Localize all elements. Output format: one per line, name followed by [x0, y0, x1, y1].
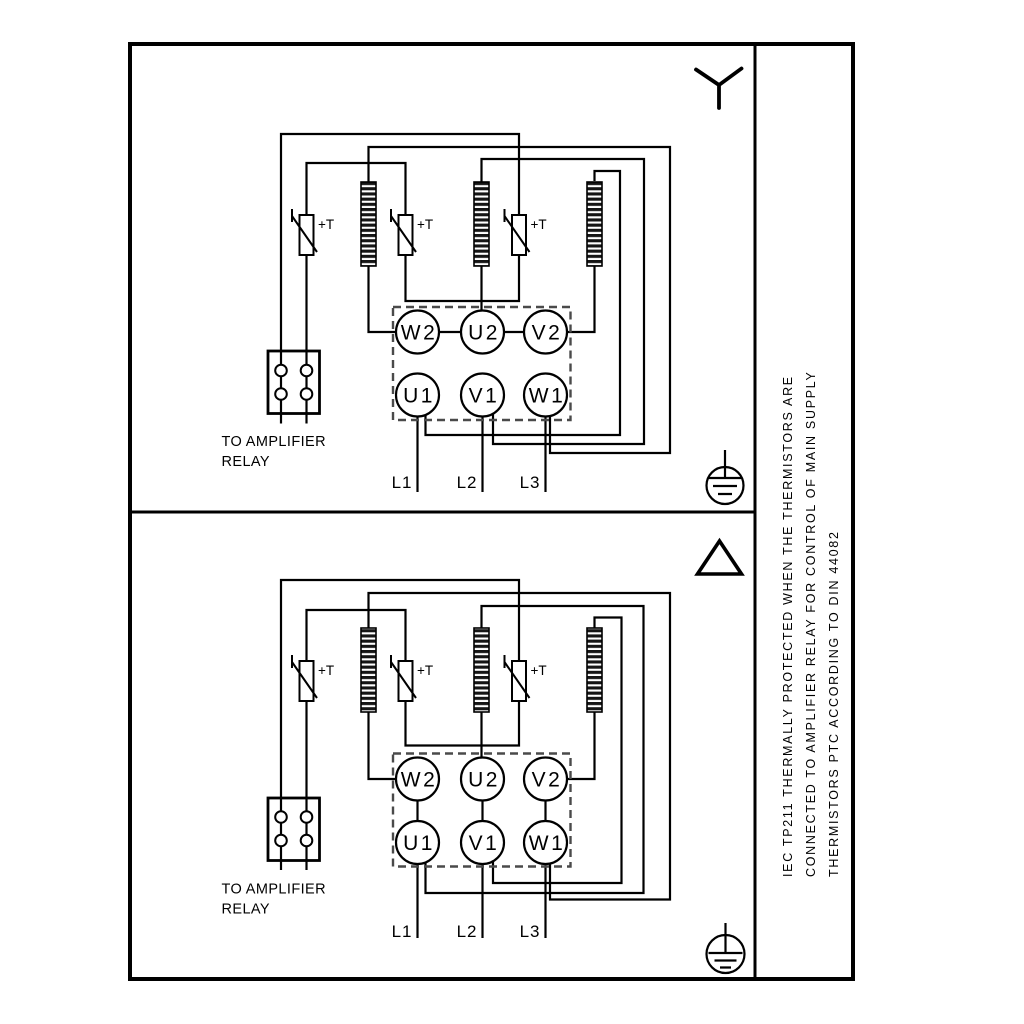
thermistor-chain-wire-c — [406, 701, 520, 746]
ground-symbol — [707, 450, 744, 504]
amplifier-relay-box — [268, 798, 320, 861]
thermistor-label: +T — [530, 217, 547, 232]
star-section — [222, 69, 744, 505]
supply-label-l2: L2 — [456, 473, 478, 492]
thermistor-3 — [505, 209, 547, 255]
thermistor-label: +T — [318, 217, 335, 232]
thermistor-1 — [292, 209, 334, 255]
supply-label-l1: L1 — [391, 922, 413, 941]
motor-winding-2 — [474, 182, 489, 266]
delta-section — [222, 541, 745, 973]
thermistor-body — [300, 215, 314, 255]
thermistor-body — [399, 661, 413, 701]
thermistor-label: +T — [318, 663, 335, 678]
ground-symbol — [707, 923, 745, 973]
side-note-line2: CONNECTED TO AMPLIFIER RELAY FOR CONTROL OF MAIN SUPPLY — [804, 370, 818, 877]
motor-winding-1 — [361, 182, 376, 266]
thermistor-1 — [292, 655, 334, 701]
motor-winding-1 — [361, 628, 376, 712]
relay-terminal — [301, 835, 313, 847]
relay-caption-line1: TO AMPLIFIER — [221, 881, 326, 898]
thermistor-chain-wire-c — [406, 255, 520, 301]
terminal-label: U2 — [468, 768, 500, 792]
terminal-label: V2 — [531, 321, 563, 345]
thermistor-label: +T — [417, 663, 434, 678]
motor-winding-3 — [587, 628, 602, 712]
terminal-label: W2 — [400, 768, 438, 792]
thermistor-label: +T — [530, 663, 547, 678]
ground-bars — [709, 923, 743, 968]
supply-label-l1: L1 — [391, 473, 413, 492]
delta-symbol — [698, 541, 742, 574]
supply-label-l3: L3 — [519, 922, 541, 941]
relay-caption-line2: RELAY — [221, 901, 270, 918]
terminal-label: V1 — [468, 384, 500, 408]
thermistor-chain-wire-b — [307, 610, 406, 661]
terminal-label: U2 — [468, 321, 500, 345]
side-note-line3: THERMISTORS PTC ACCORDING TO DIN 44082 — [827, 530, 841, 877]
terminal-label: V1 — [468, 832, 500, 855]
terminal-label: W1 — [528, 832, 566, 855]
winding3-bottom-wire — [567, 266, 595, 332]
relay-terminal — [275, 365, 287, 377]
relay-terminal — [301, 365, 313, 377]
supply-label-l2: L2 — [456, 922, 478, 941]
relay-terminal — [275, 811, 287, 823]
terminal-label: U1 — [403, 384, 435, 408]
terminal-label: W2 — [400, 321, 438, 345]
motor-winding-3 — [587, 182, 602, 266]
relay-terminal — [275, 835, 287, 847]
side-note-line1: IEC TP211 THERMALLY PROTECTED WHEN THE THERMISTORS ARE — [781, 375, 795, 877]
terminal-label: W1 — [528, 384, 566, 408]
amplifier-relay-box — [268, 351, 320, 414]
supply-label-l3: L3 — [519, 473, 541, 492]
delta-bridge-links — [418, 801, 546, 822]
terminal-label: V2 — [531, 768, 563, 792]
terminal-label: U1 — [403, 832, 435, 855]
thermistor-body — [512, 215, 526, 255]
thermistor-body — [512, 661, 526, 701]
relay-caption-line1: TO AMPLIFIER — [221, 434, 326, 450]
thermistor-body — [300, 661, 314, 701]
thermistor-body — [399, 215, 413, 255]
side-note-panel — [781, 370, 841, 877]
thermistor-label: +T — [417, 217, 434, 232]
thermistor-3 — [505, 655, 547, 701]
thermistor-2 — [391, 209, 433, 255]
star-symbol — [696, 69, 742, 109]
relay-terminal — [301, 388, 313, 400]
relay-terminal — [275, 388, 287, 400]
winding3-bottom-wire — [567, 712, 595, 779]
relay-terminal — [301, 811, 313, 823]
motor-winding-2 — [474, 628, 489, 712]
thermistor-2 — [391, 655, 433, 701]
relay-caption-line2: RELAY — [221, 454, 270, 470]
thermistor-chain-wire-b — [307, 163, 406, 215]
